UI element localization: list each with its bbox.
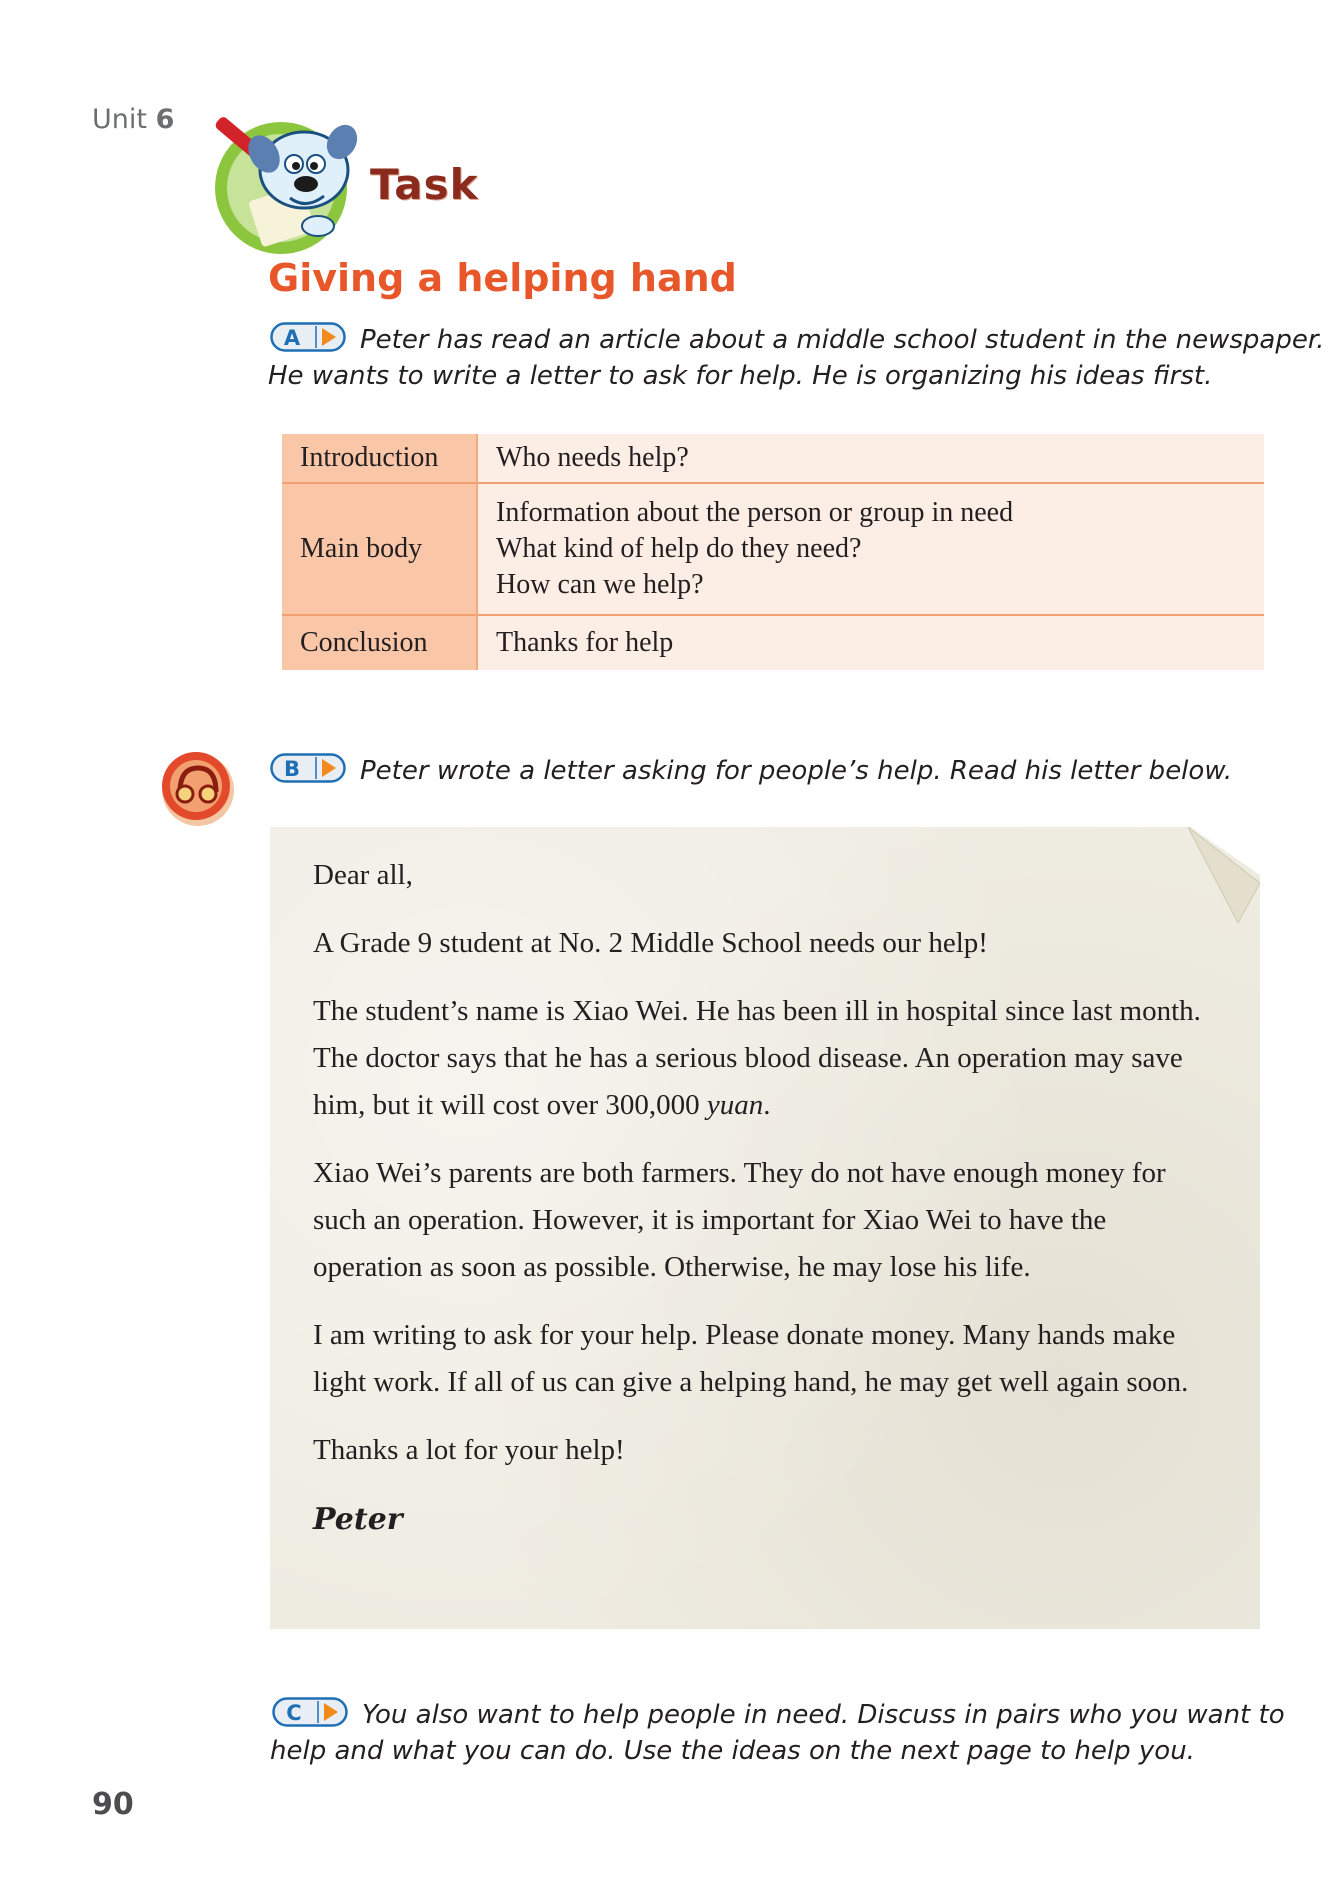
unit-word: Unit: [92, 104, 147, 135]
task-dog-mascot-icon: [206, 108, 366, 258]
part-b-badge: [270, 753, 346, 783]
table-row: [282, 434, 1264, 483]
row-points: [477, 483, 1264, 615]
table-row: [282, 615, 1264, 670]
part-a-instruction-line2: He wants to write a letter to ask for help. He is organizing his ideas first.: [268, 361, 1213, 391]
part-b-badge-letter: B: [283, 757, 301, 781]
listening-headphones-icon: [158, 748, 238, 828]
part-c-instruction-line1: You also want to help people in need. Discuss in pairs who you want to: [362, 1700, 1285, 1730]
part-a-badge: [270, 322, 346, 352]
row-point: What kind of help do they need?: [496, 533, 862, 564]
page-heading: Giving a helping hand: [268, 256, 737, 300]
table-row: [282, 483, 1264, 615]
unit-label: [92, 104, 174, 135]
unit-number: 6: [155, 104, 175, 135]
letter-paragraph: Xiao Wei’s parents are both farmers. They do not have enough money for such an operation. However, it is important for Xiao Wei to have the operation as soon as possible. Otherwise, he may lose his life.: [313, 1157, 1166, 1283]
letter-greeting: Dear all,: [313, 859, 413, 891]
letter-paragraph: The student’s name is Xiao Wei. He has been ill in hospital since last month. The doctor says that he has a serious blood disease. An operation may save him, but it will cost over 300,000 yuan.: [313, 995, 1201, 1121]
letter-paragraph: A Grade 9 student at No. 2 Middle School needs our help!: [313, 927, 988, 959]
part-c-instruction-line2: help and what you can do. Use the ideas on the next page to help you.: [270, 1736, 1195, 1766]
row-point: Who needs help?: [477, 434, 1264, 483]
part-a-badge-letter: A: [283, 326, 301, 350]
letter-paragraph: I am writing to ask for your help. Please donate money. Many hands make light work. If all of us can give a helping hand, he may get well again soon.: [313, 1319, 1189, 1398]
row-point: How can we help?: [496, 569, 704, 600]
part-b-instruction: Peter wrote a letter asking for people’s help. Read his letter below.: [360, 756, 1233, 786]
letter-signature: Peter: [313, 1502, 403, 1537]
letter-paragraph-text: The student’s name is Xiao Wei. He has been ill in hospital since last month. The doctor says that he has a serious blood disease. An operation may save him, but it will cost over 300,000: [313, 995, 1201, 1121]
section-title: Task: [370, 160, 479, 209]
row-point: Thanks for help: [477, 615, 1264, 670]
part-a-instruction-line1: Peter has read an article about a middle school student in the newspaper.: [360, 325, 1325, 355]
part-c-badge-letter: C: [286, 1701, 302, 1725]
outline-table: [282, 434, 1264, 670]
letter-body: [313, 852, 1223, 1543]
row-point: Information about the person or group in need: [496, 497, 1014, 528]
row-section: Introduction: [282, 434, 477, 483]
currency-word: yuan: [706, 1089, 764, 1121]
row-section: Main body: [282, 483, 477, 615]
part-c-badge: [272, 1697, 348, 1727]
letter-closing: Thanks a lot for your help!: [313, 1434, 625, 1466]
page-number: 90: [92, 1787, 134, 1822]
row-section: Conclusion: [282, 615, 477, 670]
